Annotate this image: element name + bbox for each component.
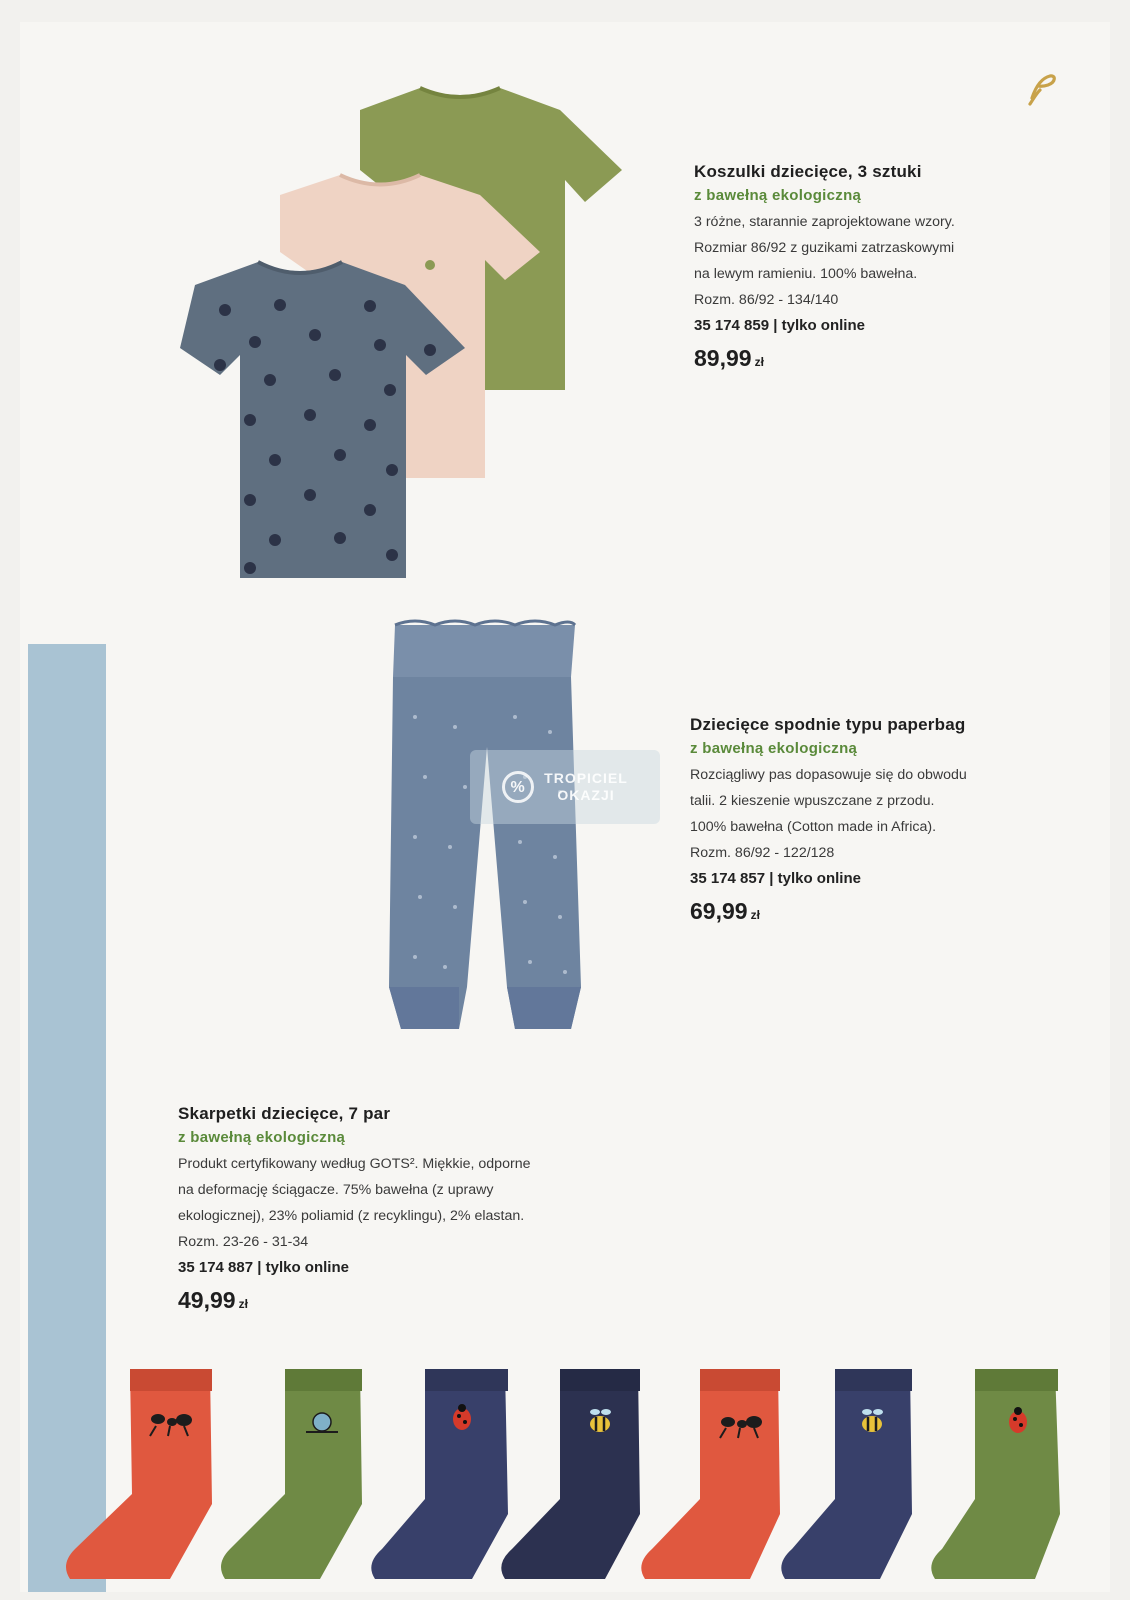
product-sizes: Rozm. 86/92 - 122/128 [690,845,835,861]
watermark-line1: TROPICIEL [544,770,628,786]
sock-red-ant [66,1369,212,1579]
watermark [470,750,660,824]
product-desc-line: na lewym ramieniu. 100% bawełna. [694,266,918,282]
price-currency: zł [750,908,760,922]
socks-image [60,1364,1110,1592]
brand-logo-icon [1022,68,1062,108]
product-price [694,345,1094,372]
product-price [690,898,1100,925]
product-socks [178,1104,678,1314]
product-desc-line: Produkt certyfikowany według GOTS². Miękkie, odporne [178,1156,531,1172]
price-currency: zł [754,355,764,369]
product-desc-line: ekologicznej), 23% poliamid (z recyklingu), 2% elastan. [178,1208,525,1224]
catalog-page [20,22,1110,1592]
price-value: 69,99 [690,898,748,924]
product-desc-line: na deformację ściągacze. 75% bawełna (z uprawy [178,1182,494,1198]
product-desc-line: 3 różne, starannie zaprojektowane wzory. [694,214,955,230]
product-subtitle: z bawełną ekologiczną [690,740,858,757]
product-shirts [694,162,1094,372]
pants-body [389,677,581,1029]
percent-icon: % [502,771,534,803]
product-subtitle: z bawełną ekologiczną [178,1129,346,1146]
product-title: Skarpetki dziecięce, 7 par [178,1104,391,1123]
product-sizes: Rozm. 23-26 - 31-34 [178,1234,309,1250]
product-title: Dziecięce spodnie typu paperbag [690,715,966,734]
tshirts-image [130,80,650,580]
product-code: 35 174 887 | tylko online [178,1259,349,1276]
price-value: 89,99 [694,345,752,371]
product-sizes: Rozm. 86/92 - 134/140 [694,292,839,308]
sock-green-ladybug [931,1369,1060,1579]
price-currency: zł [238,1297,248,1311]
product-subtitle: z bawełną ekologiczną [694,187,862,204]
product-code: 35 174 859 | tylko online [694,317,865,334]
sock-green-snail [221,1369,362,1579]
product-code: 35 174 857 | tylko online [690,870,861,887]
product-desc-line: Rozmiar 86/92 z guzikami zatrzaskowymi [694,240,955,256]
sock-darknavy-bee [501,1369,640,1579]
sock-navy-bee [781,1369,912,1579]
price-value: 49,99 [178,1287,236,1313]
watermark-line2: OKAZJI [557,787,615,803]
product-title: Koszulki dziecięce, 3 sztuki [694,162,922,181]
sock-red-ant-2 [641,1369,780,1579]
product-desc-line: Rozciągliwy pas dopasowuje się do obwodu [690,767,967,783]
sock-navy-ladybug [371,1369,508,1579]
product-price [178,1287,678,1314]
paperbag-pants-image [375,617,600,1047]
product-desc-line: talii. 2 kieszenie wpuszczane z przodu. [690,793,935,809]
product-desc-line: 100% bawełna (Cotton made in Africa). [690,819,937,835]
product-pants [690,715,1100,925]
